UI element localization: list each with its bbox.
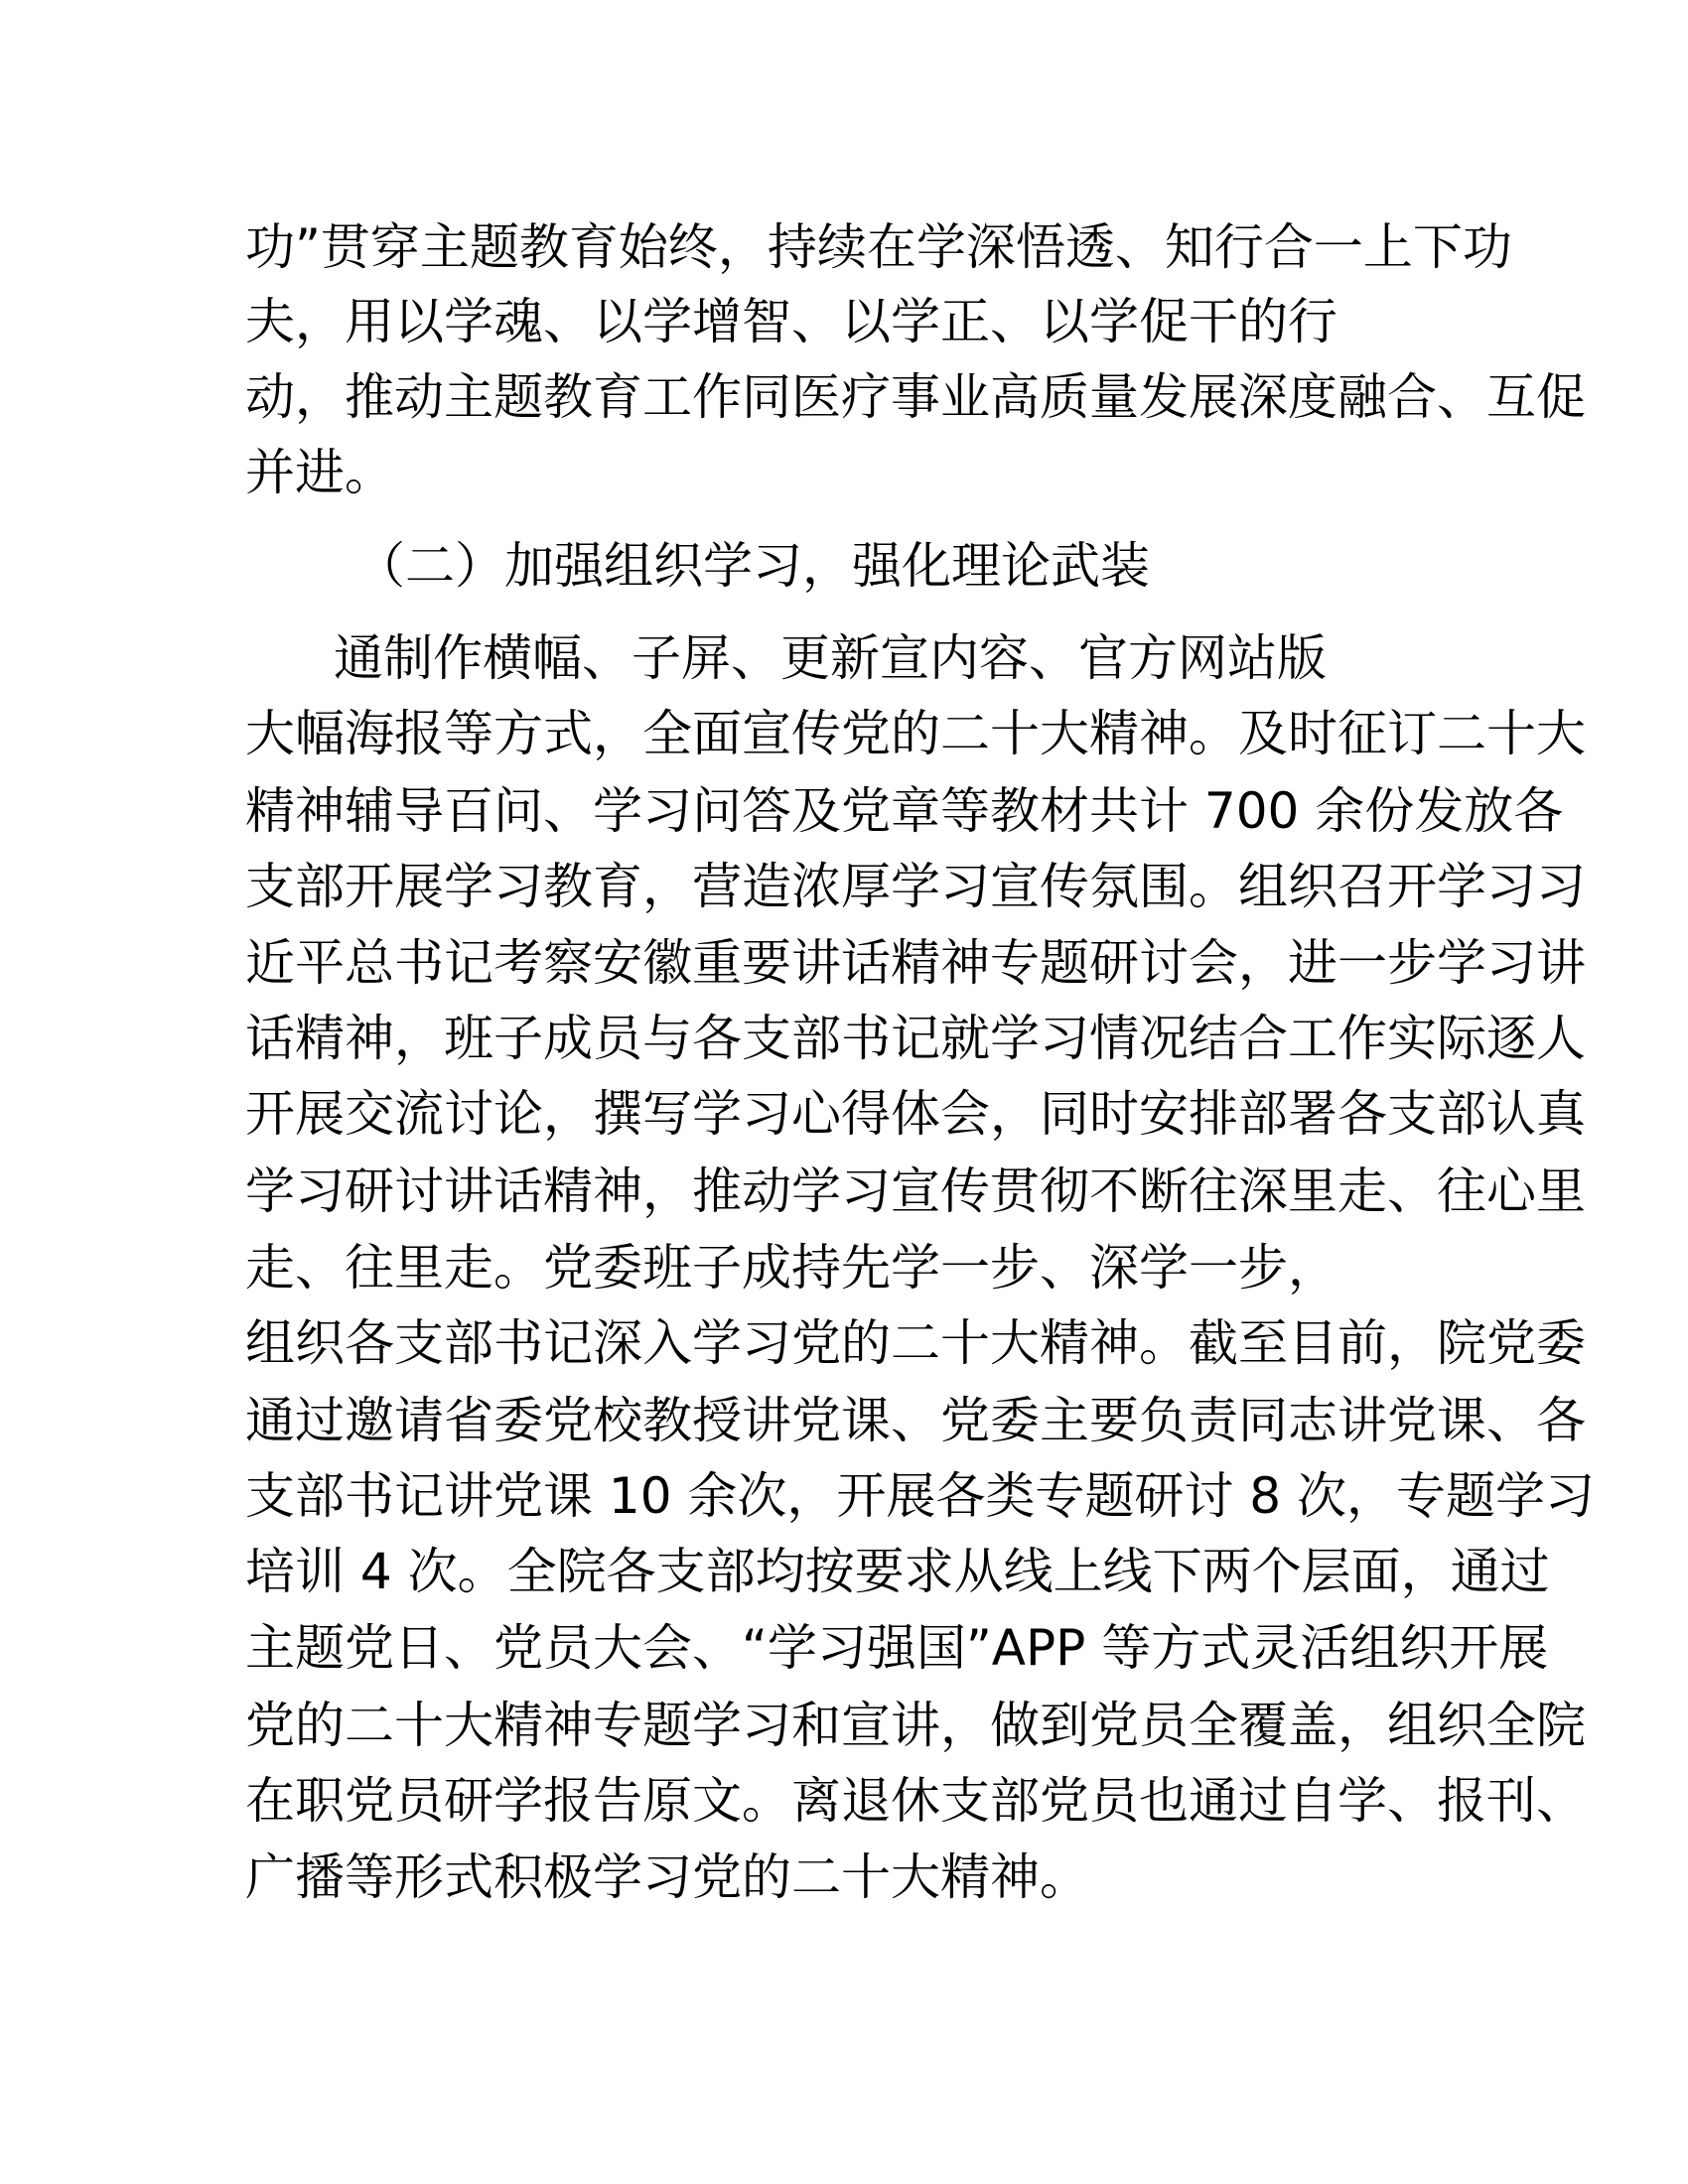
paragraph-line: 近平总书记考察安徽重要讲话精神专题研讨会，进一步学习讲 <box>245 934 1586 992</box>
paragraph-line: 开展交流讨论，撰写学习心得体会，同时安排部署各支部认真 <box>245 1085 1586 1143</box>
paragraph-line: 支部开展学习教育，营造浓厚学习宣传氛围。组织召开学习习 <box>245 858 1586 915</box>
paragraph-line: 功”贯穿主题教育始终，持续在学深悟透、知行合一上下功 <box>245 218 1512 276</box>
section-heading: （二）加强组织学习，强化理论武装 <box>355 537 1150 595</box>
paragraph-line: 夫，用以学魂、以学增智、以学正、以学促干的行 <box>245 293 1337 350</box>
paragraph-line: 在职党员研学报告原文。离退休支部党员也通过自学、报刊、 <box>245 1772 1586 1830</box>
paragraph-line: 组织各支部书记深入学习党的二十大精神。截至目前，院党委 <box>245 1314 1586 1372</box>
paragraph-line: 通制作横幅、子屏、更新宣内容、官方网站版 <box>334 629 1327 687</box>
paragraph-line: 并进。 <box>245 444 394 501</box>
paragraph-line: 主题党日、党员大会、“学习强国”APP 等方式灵活组织开展 <box>245 1619 1549 1677</box>
paragraph-line: 大幅海报等方式，全面宣传党的二十大精神。及时征订二十大 <box>245 705 1586 762</box>
paragraph-line: 广播等形式积极学习党的二十大精神。 <box>245 1848 1089 1906</box>
paragraph-line: 精神辅导百问、学习问答及党章等教材共计 700 余份发放各 <box>245 782 1564 840</box>
paragraph-line: 学习研讨讲话精神，推动学习宣传贯彻不断往深里走、往心里 <box>245 1162 1586 1220</box>
paragraph-line: 话精神，班子成员与各支部书记就学习情况结合工作实际逐人 <box>245 1010 1586 1067</box>
paragraph-line: 走、往里走。党委班子成持先学一步、深学一步， <box>245 1239 1337 1297</box>
paragraph-line: 党的二十大精神专题学习和宣讲，做到党员全覆盖，组织全院 <box>245 1697 1586 1754</box>
paragraph-line: 通过邀请省委党校教授讲党课、党委主要负责同志讲党课、各 <box>245 1392 1586 1449</box>
paragraph-line: 培训 4 次。全院各支部均按要求从线上线下两个层面，通过 <box>245 1543 1550 1600</box>
paragraph-line: 支部书记讲党课 10 余次，开展各类专题研讨 8 次，专题学习 <box>245 1467 1596 1525</box>
paragraph-line: 动，推动主题教育工作同医疗事业高质量发展深度融合、互促 <box>245 368 1586 426</box>
